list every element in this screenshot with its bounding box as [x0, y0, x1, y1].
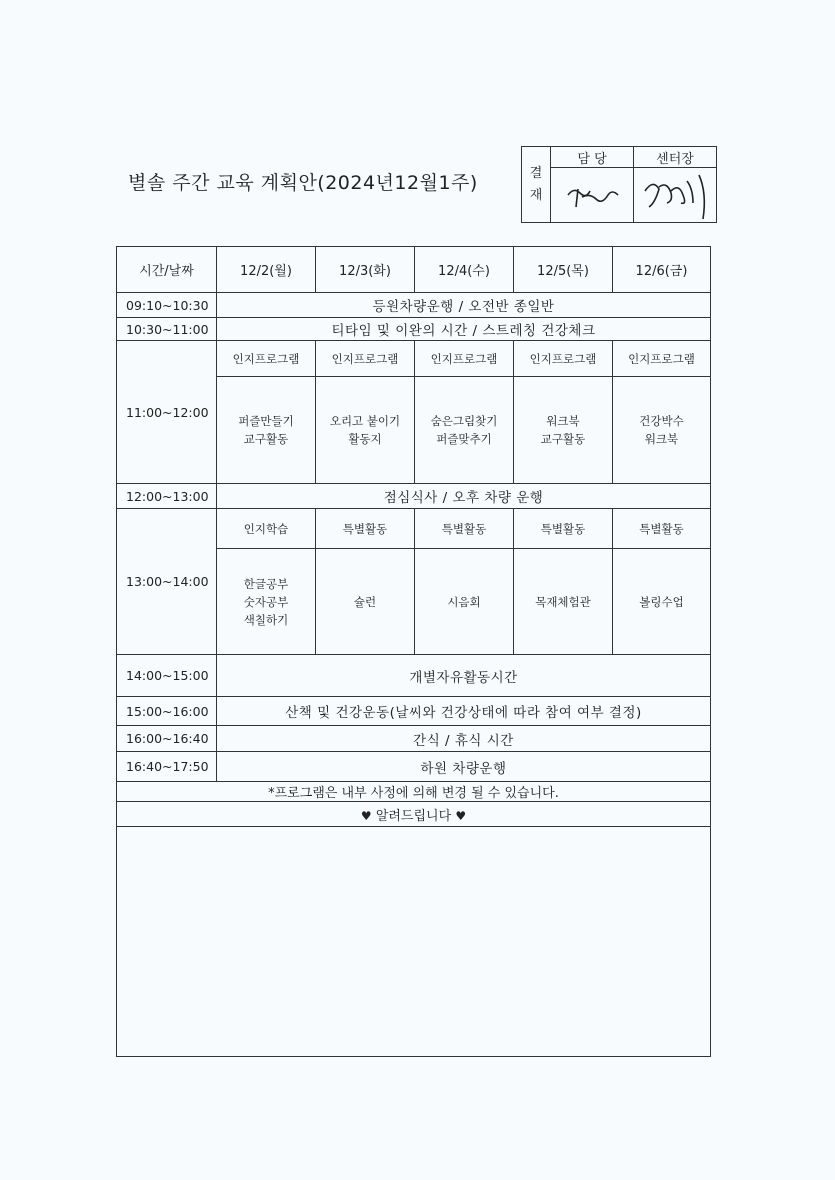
- approval-label-top: 결: [529, 165, 543, 181]
- program-detail: 숨은그림찾기 퍼즐맞추기: [415, 377, 514, 484]
- signature-director-icon: [637, 169, 713, 221]
- activity-span: 하원 차량운행: [217, 752, 711, 782]
- activity-span: 등원차량운행 / 오전반 종일반: [217, 293, 711, 318]
- program-title: 특별활동: [514, 509, 613, 549]
- activity-span: 개별자유활동시간: [217, 655, 711, 697]
- header-corner: 시간/날짜: [117, 247, 217, 293]
- change-note: *프로그램은 내부 사정에 의해 변경 될 수 있습니다.: [117, 782, 711, 802]
- heart-icon: ♥: [360, 808, 372, 823]
- program-title: 인지프로그램: [415, 341, 514, 377]
- signature-manager-icon: [560, 175, 624, 215]
- approval-box: [521, 146, 717, 223]
- time-slot: 16:40~17:50: [117, 752, 217, 782]
- header-day-tue: 12/3(화): [316, 247, 415, 293]
- time-slot: 12:00~13:00: [117, 484, 217, 509]
- approval-header-manager: 담 당: [551, 147, 634, 168]
- program-title: 특별활동: [415, 509, 514, 549]
- program-detail: 시음회: [415, 549, 514, 655]
- activity-span: 점심식사 / 오후 차량 운행: [217, 484, 711, 509]
- approval-label-bottom: 재: [529, 187, 543, 203]
- activity-span: 티타임 및 이완의 시간 / 스트레칭 건강체크: [217, 318, 711, 341]
- header-day-wed: 12/4(수): [415, 247, 514, 293]
- program-detail: 목재체험관: [514, 549, 613, 655]
- heart-icon: ♥: [455, 808, 467, 823]
- time-slot: 11:00~12:00: [117, 341, 217, 484]
- program-title: 인지프로그램: [316, 341, 415, 377]
- program-title: 인지프로그램: [613, 341, 711, 377]
- activity-span: 간식 / 휴식 시간: [217, 726, 711, 752]
- schedule-table: [116, 246, 711, 1057]
- approval-header-director: 센터장: [634, 147, 717, 168]
- time-slot: 14:00~15:00: [117, 655, 217, 697]
- program-title: 인지프로그램: [514, 341, 613, 377]
- page-title: 별솔 주간 교육 계획안(2024년12월1주): [128, 172, 478, 194]
- program-detail: 건강박수 워크북: [613, 377, 711, 484]
- header-day-fri: 12/6(금): [613, 247, 711, 293]
- time-slot: 10:30~11:00: [117, 318, 217, 341]
- program-title: 인지프로그램: [217, 341, 316, 377]
- notice-heading: [117, 802, 711, 827]
- program-title: 특별활동: [613, 509, 711, 549]
- header-day-thu: 12/5(목): [514, 247, 613, 293]
- time-slot: 13:00~14:00: [117, 509, 217, 655]
- activity-span: 산책 및 건강운동(날씨와 건강상태에 따라 참여 여부 결정): [217, 697, 711, 726]
- time-slot: 16:00~16:40: [117, 726, 217, 752]
- signature-manager: [551, 168, 634, 223]
- program-detail: 오리고 붙이기 활동지: [316, 377, 415, 484]
- header-day-mon: 12/2(월): [217, 247, 316, 293]
- approval-label: [522, 147, 551, 223]
- program-detail: 볼링수업: [613, 549, 711, 655]
- program-detail: 슐런: [316, 549, 415, 655]
- notice-body: [117, 827, 711, 1057]
- program-detail: 퍼즐만들기 교구활동: [217, 377, 316, 484]
- notice-label: 알려드립니다: [375, 808, 452, 824]
- program-detail: 한글공부 숫자공부 색칠하기: [217, 549, 316, 655]
- program-title: 인지학습: [217, 509, 316, 549]
- time-slot: 09:10~10:30: [117, 293, 217, 318]
- time-slot: 15:00~16:00: [117, 697, 217, 726]
- program-title: 특별활동: [316, 509, 415, 549]
- program-detail: 워크북 교구활동: [514, 377, 613, 484]
- signature-director: [634, 168, 717, 223]
